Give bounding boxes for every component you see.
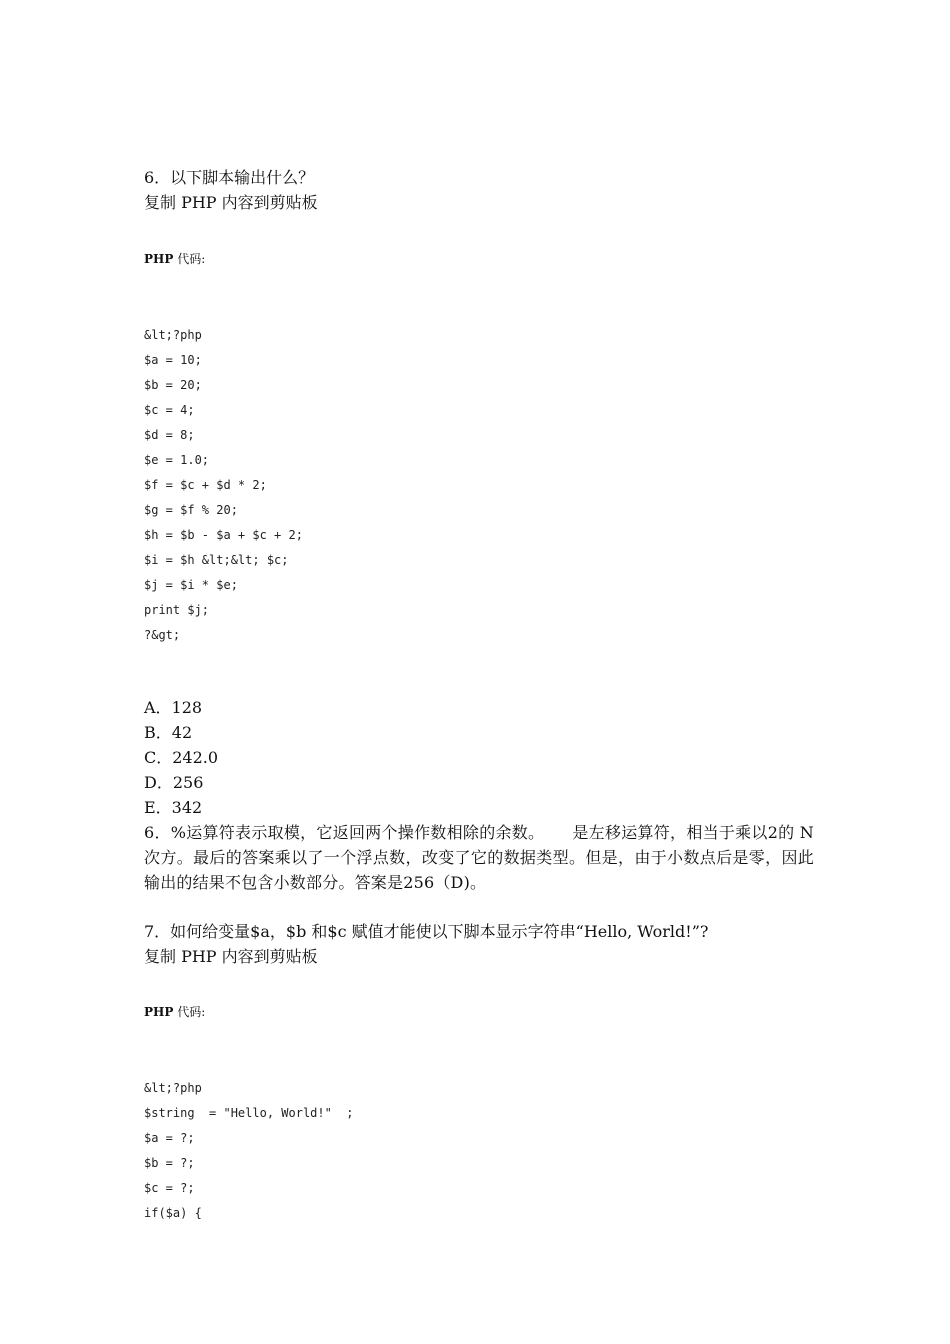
code-line: $i = $h &lt;&lt; $c;: [144, 553, 289, 567]
code-line: if($a) {: [144, 1206, 202, 1220]
code-line: $a = 10;: [144, 353, 202, 367]
code-label: [144, 251, 814, 267]
code-line: $f = $c + $d * 2;: [144, 478, 267, 492]
question-6-title: 6．以下脚本输出什么？: [144, 168, 315, 187]
code-label-text: 代码:: [173, 252, 206, 266]
code-label-lang: PHP: [144, 1005, 174, 1019]
code-line: $d = 8;: [144, 428, 195, 442]
code-line: &lt;?php: [144, 328, 202, 342]
code-line: $b = 20;: [144, 378, 202, 392]
code-line: $g = $f % 20;: [144, 503, 238, 517]
option-d: D．256: [144, 773, 204, 792]
copy-to-clipboard-link[interactable]: 复制 PHP 内容到剪贴板: [144, 193, 318, 212]
code-line: $c = ?;: [144, 1181, 195, 1195]
code-line: $e = 1.0;: [144, 453, 210, 467]
code-line: $h = $b - $a + $c + 2;: [144, 528, 303, 542]
code-label: [144, 1004, 814, 1020]
code-line: $string = "Hello, World!" ;: [144, 1106, 354, 1120]
code-label-lang: PHP: [144, 252, 174, 266]
code-line: $a = ?;: [144, 1131, 195, 1145]
code-line: $b = ?;: [144, 1156, 195, 1170]
code-line: print $j;: [144, 603, 210, 617]
question-6-header: [144, 165, 814, 215]
option-a: A．128: [144, 698, 203, 717]
options-q6: [144, 695, 814, 895]
copy-to-clipboard-link[interactable]: 复制 PHP 内容到剪贴板: [144, 947, 318, 966]
code-line: &lt;?php: [144, 1081, 202, 1095]
code-block-q6: [144, 323, 814, 648]
answer-part-1: 6．%运算符表示取模，它返回两个操作数相除的余数。: [144, 823, 545, 842]
option-b: B．42: [144, 723, 193, 742]
code-block-q7: [144, 1076, 814, 1226]
question-7-header: [144, 919, 814, 969]
code-line: $c = 4;: [144, 403, 195, 417]
option-e: E．342: [144, 798, 203, 817]
code-label-text: 代码:: [173, 1005, 206, 1019]
question-7-title: 7．如何给变量$a，$b 和$c 赋值才能使以下脚本显示字符串“Hello, World!”?: [144, 922, 709, 941]
answer-part-2: 是左移运算符，相当于乘以2的 N 次方。最后的答案乘以了一个浮点数，改变了它的数据类型。但是，由于小数点后是零，因此输出的结果不包含小数部分。答案是256（D)。: [144, 823, 815, 892]
code-line: $j = $i * $e;: [144, 578, 238, 592]
option-c: C．242.0: [144, 748, 219, 767]
code-line: ?&gt;: [144, 628, 181, 642]
answer-explanation: [144, 820, 814, 895]
